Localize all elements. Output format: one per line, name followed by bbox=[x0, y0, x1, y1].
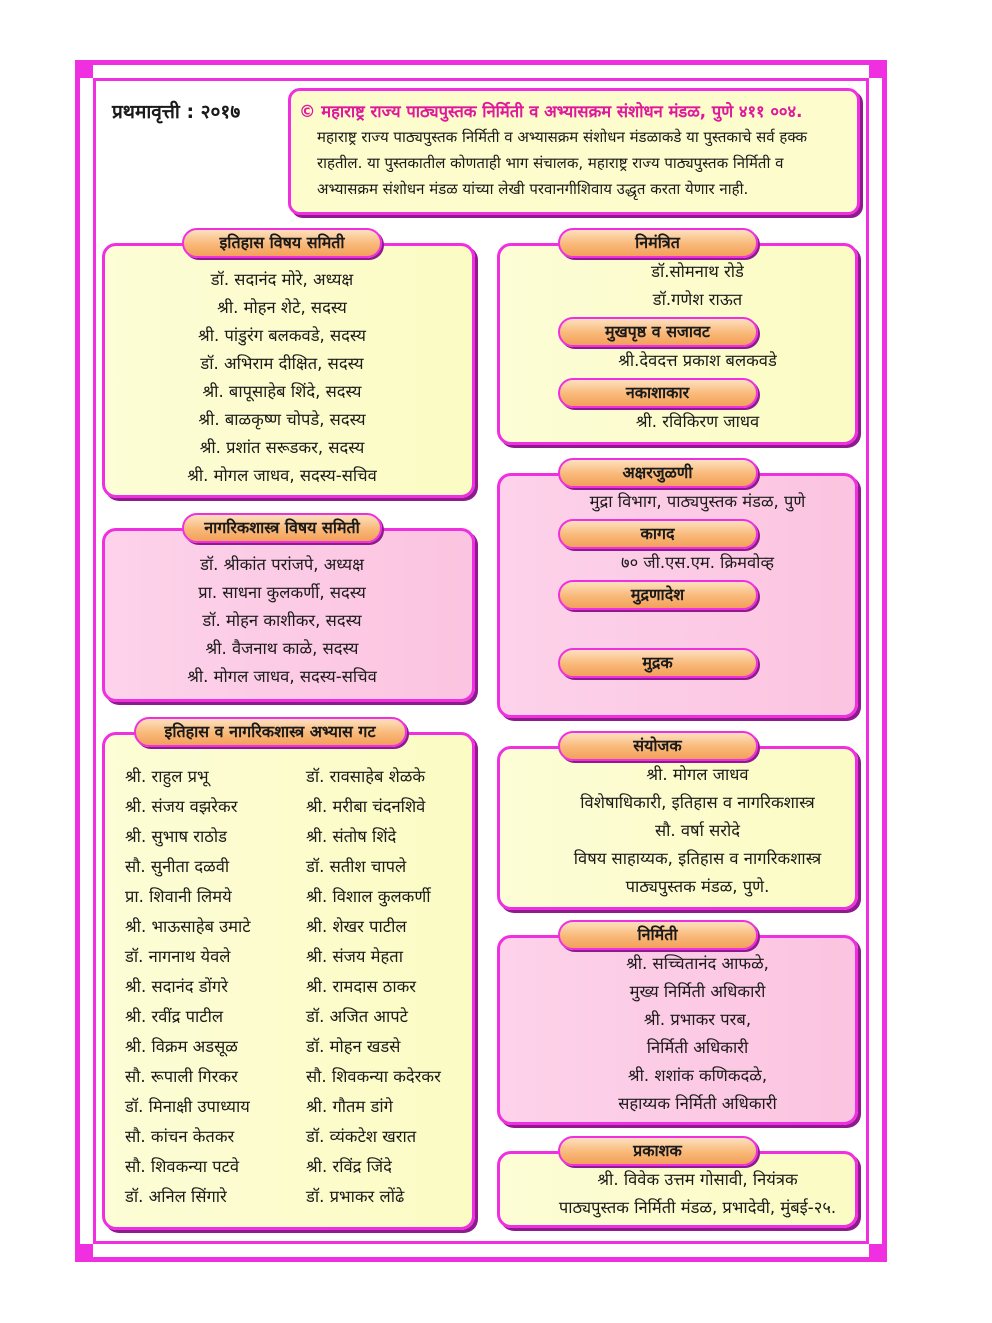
credit-line: श्री. प्रभाकर परब, bbox=[643, 1010, 752, 1029]
member-line: श्री. वैजनाथ काळे, सदस्य bbox=[205, 639, 359, 658]
section-heading: प्रकाशक bbox=[558, 1136, 758, 1166]
copyright-line: राहतील. या पुस्तकातील कोणताही भाग संचालक, महाराष्ट्र राज्य पाठ्यपुस्तक निर्मिती व bbox=[317, 154, 784, 172]
study-group-heading: इतिहास व नागरिकशास्त्र अभ्यास गट bbox=[134, 717, 407, 747]
study-group-content bbox=[65, 717, 475, 747]
section-heading: मुद्रक bbox=[558, 648, 758, 678]
study-group-member: सौ. कांचन केतकर bbox=[125, 1127, 235, 1146]
copyright-box bbox=[288, 88, 860, 215]
corner-square bbox=[869, 1244, 887, 1262]
credit-line: पाठ्यपुस्तक निर्मिती मंडळ, प्रभादेवी, मुंबई-२५. bbox=[558, 1198, 837, 1217]
study-group-member: डॉ. सतीश चापले bbox=[306, 857, 407, 876]
member-line: श्री. बाळकृष्ण चोपडे, सदस्य bbox=[198, 410, 366, 429]
study-group-member: श्री. गौतम डांगे bbox=[306, 1097, 393, 1116]
study-group-member: श्री. शेखर पाटील bbox=[306, 917, 407, 936]
study-group-member: श्री. भाऊसाहेब उमाटे bbox=[125, 917, 251, 936]
credit-line: सहाय्यक निर्मिती अधिकारी bbox=[618, 1094, 777, 1113]
section-heading: निर्मिती bbox=[558, 920, 758, 950]
credit-box bbox=[497, 920, 858, 1125]
member-line: श्री. प्रशांत सरूडकर, सदस्य bbox=[199, 438, 365, 457]
member-line: डॉ. सदानंद मोरे, अध्यक्ष bbox=[210, 270, 354, 289]
study-group-member: सौ. शिवकन्या पटवे bbox=[125, 1157, 240, 1176]
study-group-member: डॉ. व्यंकटेश खरात bbox=[306, 1127, 417, 1146]
credit-box bbox=[497, 1136, 858, 1228]
member-line: श्री. मोगल जाधव, सदस्य-सचिव bbox=[187, 667, 377, 686]
credit-box-content bbox=[457, 1136, 858, 1222]
study-group-member: श्री. संतोष शिंदे bbox=[306, 827, 397, 846]
member-line: श्री. बापूसाहेब शिंदे, सदस्य bbox=[202, 382, 362, 401]
member-line: श्री. मोगल जाधव, सदस्य-सचिव bbox=[187, 466, 377, 485]
study-group-member: सौ. सुनीता दळवी bbox=[125, 857, 230, 876]
corner-square bbox=[869, 60, 887, 78]
civics-committee-heading: नागरिकशास्त्र विषय समिती bbox=[182, 513, 382, 543]
section-heading: निमंत्रित bbox=[558, 228, 758, 258]
copyright-body bbox=[299, 124, 847, 202]
credit-line: निर्मिती अधिकारी bbox=[646, 1038, 749, 1057]
credit-line: श्री.देवदत्त प्रकाश बलकवडे bbox=[618, 351, 777, 370]
credit-line: पाठ्यपुस्तक मंडळ, पुणे. bbox=[625, 877, 770, 896]
study-group-member: डॉ. अनिल सिंगारे bbox=[125, 1187, 227, 1206]
section-heading: संयोजक bbox=[558, 731, 758, 761]
credit-box bbox=[497, 228, 858, 445]
study-group-member: श्री. रविंद्र जिंदे bbox=[306, 1157, 392, 1176]
study-group-member: श्री. रामदास ठाकर bbox=[306, 977, 417, 996]
study-group-member: डॉ. नागनाथ येवले bbox=[125, 947, 231, 966]
credit-box-content bbox=[457, 458, 858, 678]
section-heading: मुद्रणादेश bbox=[558, 580, 758, 610]
credit-line: मुख्य निर्मिती अधिकारी bbox=[629, 982, 766, 1001]
history-committee-content bbox=[89, 228, 475, 490]
study-group-member: श्री. विशाल कुलकर्णी bbox=[306, 887, 431, 906]
study-group-member: श्री. संजय मेहता bbox=[306, 947, 403, 966]
section-heading: मुखपृष्ठ व सजावट bbox=[558, 317, 758, 347]
study-group-member: श्री. सुभाष राठोड bbox=[125, 827, 227, 846]
credit-line: श्री. विवेक उत्तम गोसावी, नियंत्रक bbox=[597, 1170, 798, 1189]
credit-line: डॉ.गणेश राऊत bbox=[652, 290, 743, 309]
credit-line: मुद्रा विभाग, पाठ्यपुस्तक मंडळ, पुणे bbox=[589, 492, 806, 511]
credit-line: श्री. मोगल जाधव bbox=[646, 765, 749, 784]
study-group-member: डॉ. रावसाहेब शेळके bbox=[306, 767, 426, 786]
study-group-member: डॉ. प्रभाकर लोंढे bbox=[306, 1187, 405, 1206]
study-group-member: डॉ. अजित आपटे bbox=[306, 1007, 408, 1026]
member-line: प्रा. साधना कुलकर्णी, सदस्य bbox=[198, 583, 366, 602]
history-committee-box bbox=[102, 228, 475, 498]
credit-line: विषय साहाय्यक, इतिहास व नागरिकशास्त्र bbox=[573, 849, 822, 868]
member-line: श्री. मोहन शेटे, सदस्य bbox=[217, 298, 347, 317]
study-group-member: श्री. सदानंद डोंगरे bbox=[125, 977, 228, 996]
study-group-member: श्री. मरीबा चंदनशिवे bbox=[306, 797, 426, 816]
copyright-title: © महाराष्ट्र राज्य पाठ्यपुस्तक निर्मिती व अभ्यासक्रम संशोधन मंडळ, पुणे ४११ ००४. bbox=[299, 102, 803, 121]
corner-square bbox=[75, 60, 93, 78]
corner-square bbox=[75, 1244, 93, 1262]
member-line: डॉ. मोहन काशीकर, सदस्य bbox=[202, 611, 362, 630]
credit-box bbox=[497, 731, 858, 910]
study-group-member: प्रा. शिवानी लिमये bbox=[125, 887, 232, 906]
member-line: डॉ. श्रीकांत परांजपे, अध्यक्ष bbox=[200, 555, 364, 574]
credit-line: विशेषाधिकारी, इतिहास व नागरिकशास्त्र bbox=[580, 793, 815, 812]
credit-box bbox=[497, 458, 858, 718]
study-group-member: सौ. शिवकन्या कदेरकर bbox=[306, 1067, 441, 1086]
study-group-member: डॉ. मिनाक्षी उपाध्याय bbox=[125, 1097, 250, 1116]
section-heading: अक्षरजुळणी bbox=[558, 458, 758, 488]
study-group-member: सौ. रूपाली गिरकर bbox=[125, 1067, 238, 1086]
section-heading: कागद bbox=[558, 519, 758, 549]
credit-box-content bbox=[457, 731, 858, 901]
study-group-member: श्री. रवींद्र पाटील bbox=[125, 1007, 224, 1026]
study-group-member: श्री. राहुल प्रभू bbox=[125, 767, 209, 786]
credit-line: ७० जी.एस.एम. क्रिमवोव्ह bbox=[621, 553, 774, 572]
credit-box-content bbox=[457, 920, 858, 1118]
study-group-member: डॉ. मोहन खडसे bbox=[306, 1037, 401, 1056]
study-group-member: श्री. संजय वझरेकर bbox=[125, 797, 238, 816]
credit-line: डॉ.सोमनाथ रोडे bbox=[651, 262, 744, 281]
credit-line: श्री. शशांक कणिकदळे, bbox=[627, 1066, 768, 1085]
edition-label: प्रथमावृत्ती : २०१७ bbox=[112, 101, 241, 123]
copyright-line: महाराष्ट्र राज्य पाठ्यपुस्तक निर्मिती व अभ्यासक्रम संशोधन मंडळाकडे या पुस्तकाचे सर्व हक्क bbox=[317, 128, 808, 146]
copyright-line: अभ्यासक्रम संशोधन मंडळ यांच्या लेखी परवानगीशिवाय उद्धृत करता येणार नाही. bbox=[317, 180, 749, 198]
credit-box-content bbox=[457, 228, 858, 436]
study-group-box bbox=[102, 717, 475, 1230]
civics-committee-content bbox=[89, 513, 475, 691]
study-group-members bbox=[125, 762, 486, 1212]
credit-line: श्री. रविकिरण जाधव bbox=[635, 412, 760, 431]
member-line: डॉ. अभिराम दीक्षित, सदस्य bbox=[200, 354, 364, 373]
credit-line: सौ. वर्षा सरोदे bbox=[654, 821, 741, 840]
study-group-member: श्री. विक्रम अडसूळ bbox=[125, 1037, 238, 1056]
history-committee-heading: इतिहास विषय समिती bbox=[182, 228, 382, 258]
member-line: श्री. पांडुरंग बलकवडे, सदस्य bbox=[198, 326, 366, 345]
civics-committee-box bbox=[102, 513, 475, 702]
credit-line: श्री. सच्चितानंद आफळे, bbox=[626, 954, 769, 973]
section-heading: नकाशाकार bbox=[558, 378, 758, 408]
